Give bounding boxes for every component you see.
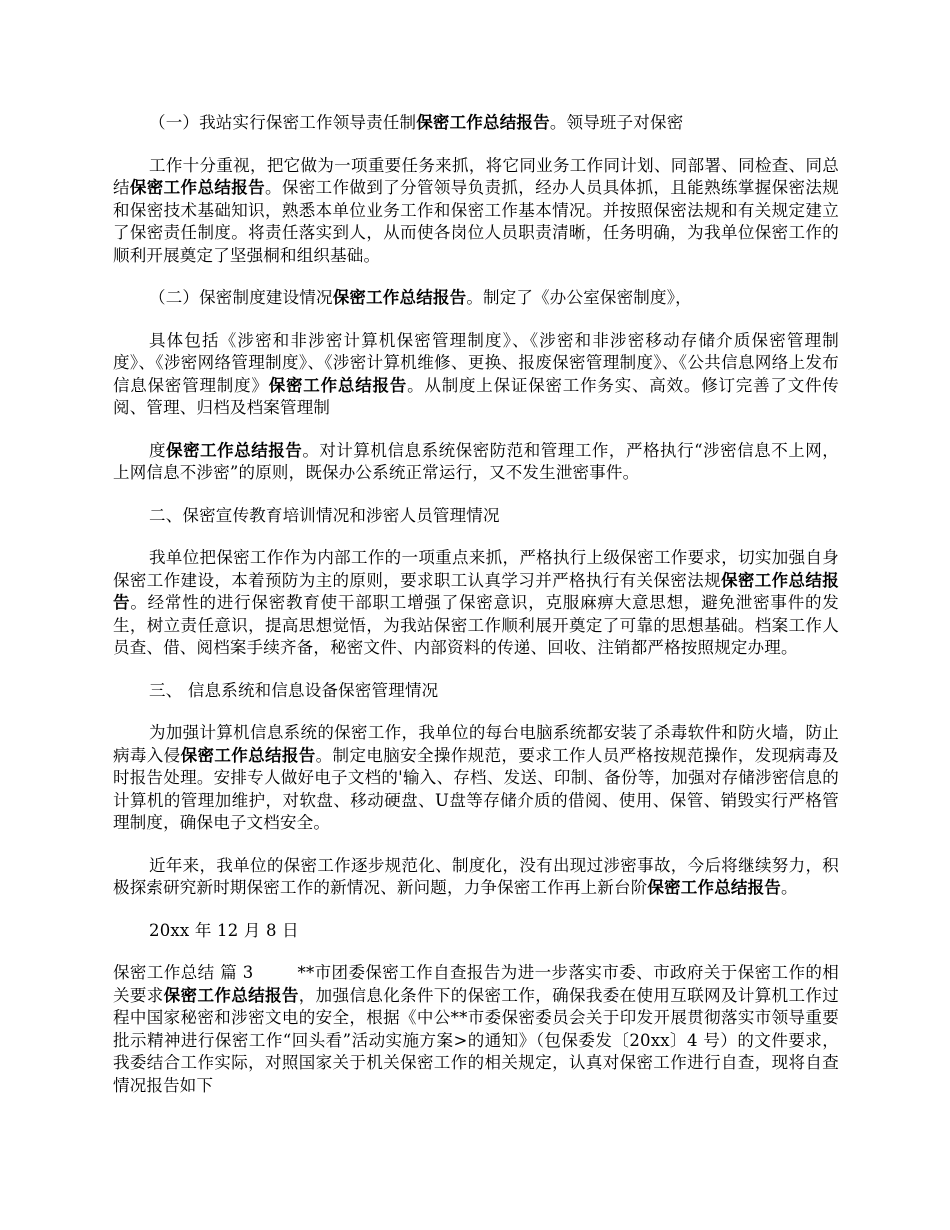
keyword: 保密工作总结报告 (163, 985, 299, 1005)
date-line: 20xx 年 12 月 8 日 (149, 920, 299, 940)
keyword: 保密工作总结报告 (332, 288, 467, 307)
paragraph-5: 度保密工作总结报告。对计算机信息系统保密防范和管理工作，严格执行“涉密信息不上网，上网信息不涉密”的原则，既保办公系统正常运行，又不发生泄密事件。 (113, 440, 840, 482)
paragraph-4: 具体包括《涉密和非涉密计算机保密管理制度》、《涉密和非涉密移动存储介质保密管理制度》、《涉密网络管理制度》、《涉密计算机维修、更换、报废保密管理制度》、《公共信息网络上发布信息保密管理制度》保密工作总结报告。从制度上保证保密工作务实、高效。修订完善了文件传阅、管理、归档及档案管理制 (113, 330, 839, 417)
paragraph-1: （一）我站实行保密工作领导责任制保密工作总结报告。领导班子对保密 (149, 113, 684, 132)
section-heading-3: 三、 信息系统和信息设备保密管理情况 (149, 680, 439, 700)
paragraph-9: 为加强计算机信息系统的保密工作，我单位的每台电脑系统都安装了杀毒软件和防火墙，防止病毒入侵保密工作总结报告。制定电脑安全操作规范，要求工作人员严格按规范操作，发现病毒及时报告处理。安排专人做好电子文档的'输入、存档、发送、印制、备份等，加强对存储涉密信息的计算机的管理加维护，对软盘、移动硬盘、U盘等存储介质的借阅、使用、保管、销毁实行严格管理制度，确保电子文档安全。 (113, 723, 839, 832)
keyword: 保密工作总结报告 (113, 570, 839, 612)
paragraph-11: 保密工作总结 篇 3 **市团委保密工作自查报告为进一步落实市委、市政府关于保密工作的相关要求保密工作总结报告，加强信息化条件下的保密工作，确保我委在使用互联网及计算机工作过程中国家秘密和涉密文电的安全，根据《中公**市委保密委员会关于印发开展贯彻落实市领导重要批示精神进行保密工作“回头看”活动实施方案>的通知》（包保委发〔20xx〕4 号）的文件要求，我委结合工作实际，对照国家关于机关保密工作的相关规定，认真对保密工作进行自查，现将自查情况报告如下 (113, 963, 839, 1095)
keyword: 保密工作总结报告 (268, 375, 408, 395)
keyword: 保密工作总结报告 (416, 113, 550, 132)
section-heading-2: 二、保密宣传教育培训情况和涉密人员管理情况 (149, 505, 500, 525)
keyword: 保密工作总结报告 (166, 440, 303, 460)
keyword: 保密工作总结报告 (129, 178, 265, 197)
article-title: 保密工作总结 篇 3 (113, 963, 254, 982)
paragraph-3: （二）保密制度建设情况保密工作总结报告。制定了《办公室保密制度》， (149, 288, 692, 307)
keyword: 保密工作总结报告 (180, 745, 316, 765)
paragraph-7: 我单位把保密工作作为内部工作的一项重点来抓，严格执行上级保密工作要求，切实加强自身保密工作建设，本着预防为主的原则，要求职工认真学习并严格执行有关保密法规保密工作总结报告。经常性的进行保密教育使干部职工增强了保密意识，克服麻痹大意思想，避免泄密事件的发生，树立责任意识，提高思想觉悟，为我站保密工作顺利展开奠定了可靠的思想基础。档案工作人员查、借、阅档案手续齐备，秘密文件、内部资料的传递、回收、注销都严格按照规定办理。 (113, 548, 840, 657)
document-body (113, 112, 839, 1117)
paragraph-10: 近年来，我单位的保密工作逐步规范化、制度化，没有出现过涉密事故，今后将继续努力，积极探索研究新时期保密工作的新情况、新问题，力争保密工作再上新台阶保密工作总结报告。 (113, 855, 839, 897)
keyword: 保密工作总结报告 (647, 878, 782, 897)
paragraph-2: 工作十分重视，把它做为一项重要任务来抓，将它同业务工作同计划、同部署、同检查、同总结保密工作总结报告。保密工作做到了分管领导负责抓，经办人员具体抓，且能熟练掌握保密法规和保密技术基础知识，熟悉本单位业务工作和保密工作基本情况。并按照保密法规和有关规定建立了保密责任制度。将责任落实到人，从而使各岗位人员职责清晰，任务明确，为我单位保密工作的顺利开展奠定了坚强桐和组织基础。 (113, 155, 839, 265)
